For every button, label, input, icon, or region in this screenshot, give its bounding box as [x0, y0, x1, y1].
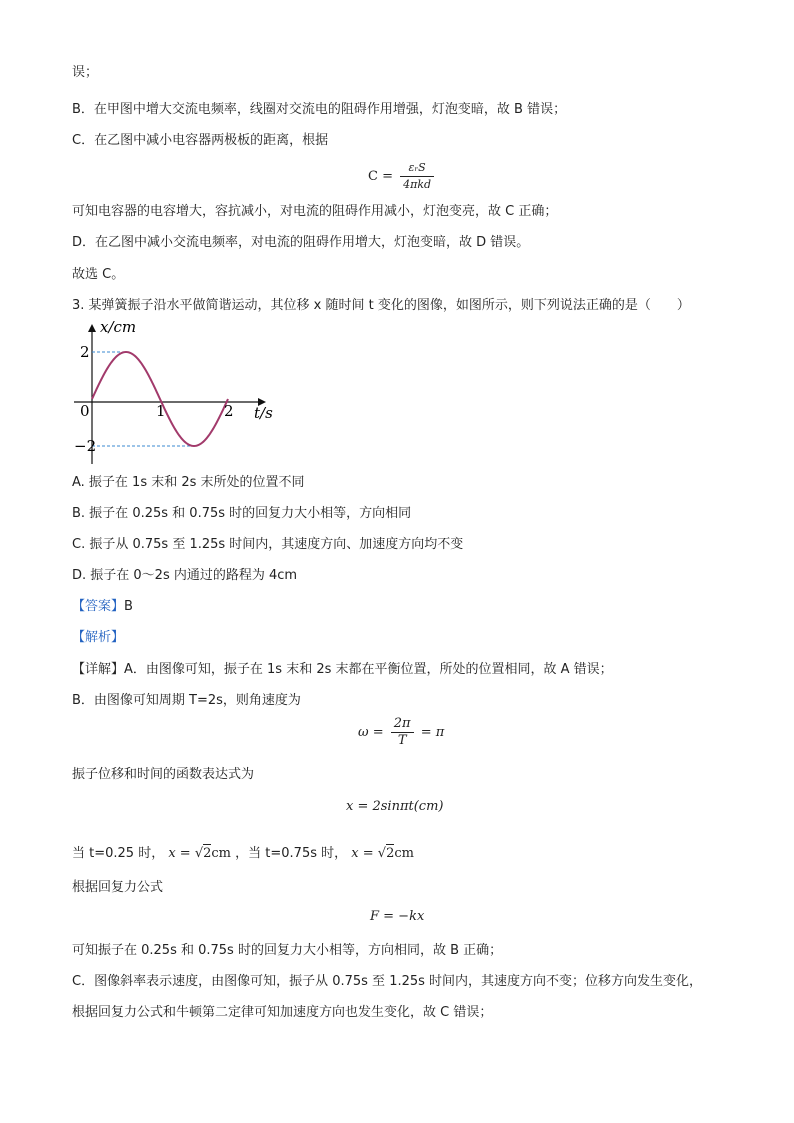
- analysis-tag: 【解析】: [72, 630, 125, 645]
- omega-formula: ω = $\frac{2\pi}{T}$ = π: [358, 716, 445, 748]
- option-b: B. 振子在 0.25s 和 0.75s 时的回复力大小相等，方向相同: [72, 506, 412, 521]
- text-line: 误；: [72, 65, 99, 80]
- text-line: B．在甲图中增大交流电频率，线圈对交流电的阻碍作用增强，灯泡变暗，故 B 错误；: [72, 102, 567, 117]
- option-c: C. 振子从 0.75s 至 1.25s 时间内，其速度方向、加速度方向均不变: [72, 537, 464, 552]
- force-formula: F = −kx: [370, 909, 425, 924]
- text-line: C．图像斜率表示速度，由图像可知，振子从 0.75s 至 1.25s 时间内，其速度方向不变；位移方向发生变化，: [72, 974, 703, 989]
- detail-b: B．由图像可知周期 T=2s，则角速度为: [72, 693, 301, 708]
- y-tick-neg: −2: [74, 437, 97, 455]
- x-axis-label: t/s: [254, 404, 273, 422]
- origin-label: 0: [80, 402, 90, 420]
- text-line: 可知振子在 0.25s 和 0.75s 时的回复力大小相等，方向相同，故 B 正确；: [72, 943, 503, 958]
- text-line: 根据回复力公式: [72, 880, 164, 895]
- text-line: 可知电容器的电容增大，容抗减小，对电流的阻碍作用减小，灯泡变亮，故 C 正确；: [72, 204, 558, 219]
- y-axis-label: x/cm: [100, 318, 137, 336]
- answer-value: B: [124, 599, 133, 614]
- capacitance-formula: C = $\frac{\text{εᵣS}}{\text{4πkd}}$: [368, 160, 437, 193]
- text-line: 根据回复力公式和牛顿第二定律可知加速度方向也发生变化，故 C 错误；: [72, 1005, 493, 1020]
- value-line: 当 t=0.25 时， x = √2cm ，当 t=0.75s 时， x = √2cm: [72, 846, 414, 861]
- answer-tag: 【答案】: [72, 599, 125, 614]
- question-stem: 3. 某弹簧振子沿水平做简谐运动，其位移 x 随时间 t 变化的图像，如图所示，则下列说法正确的是（ ）: [72, 298, 690, 313]
- text-line: 故选 C。: [72, 267, 125, 282]
- y-axis-arrow: [88, 324, 96, 332]
- text-line: D．在乙图中减小交流电频率，对电流的阻碍作用增大，灯泡变暗，故 D 错误。: [72, 235, 530, 250]
- text-line: C．在乙图中减小电容器两极板的距离，根据: [72, 133, 329, 148]
- displacement-time-graph: [70, 318, 290, 468]
- option-a: A. 振子在 1s 末和 2s 末所处的位置不同: [72, 475, 305, 490]
- x-tick-1: 1: [156, 402, 166, 420]
- option-d: D. 振子在 0～2s 内通过的路程为 4cm: [72, 568, 298, 583]
- x-tick-2: 2: [224, 402, 234, 420]
- detail-a: 【详解】A．由图像可知，振子在 1s 末和 2s 末都在平衡位置，所处的位置相同，故 A 错误；: [72, 662, 613, 677]
- y-tick-pos: 2: [80, 343, 90, 361]
- answer-line: [72, 598, 133, 616]
- sine-curve: [92, 352, 228, 446]
- displacement-formula: x = 2sinπt(cm): [346, 799, 444, 814]
- text-line: 振子位移和时间的函数表达式为: [72, 767, 255, 782]
